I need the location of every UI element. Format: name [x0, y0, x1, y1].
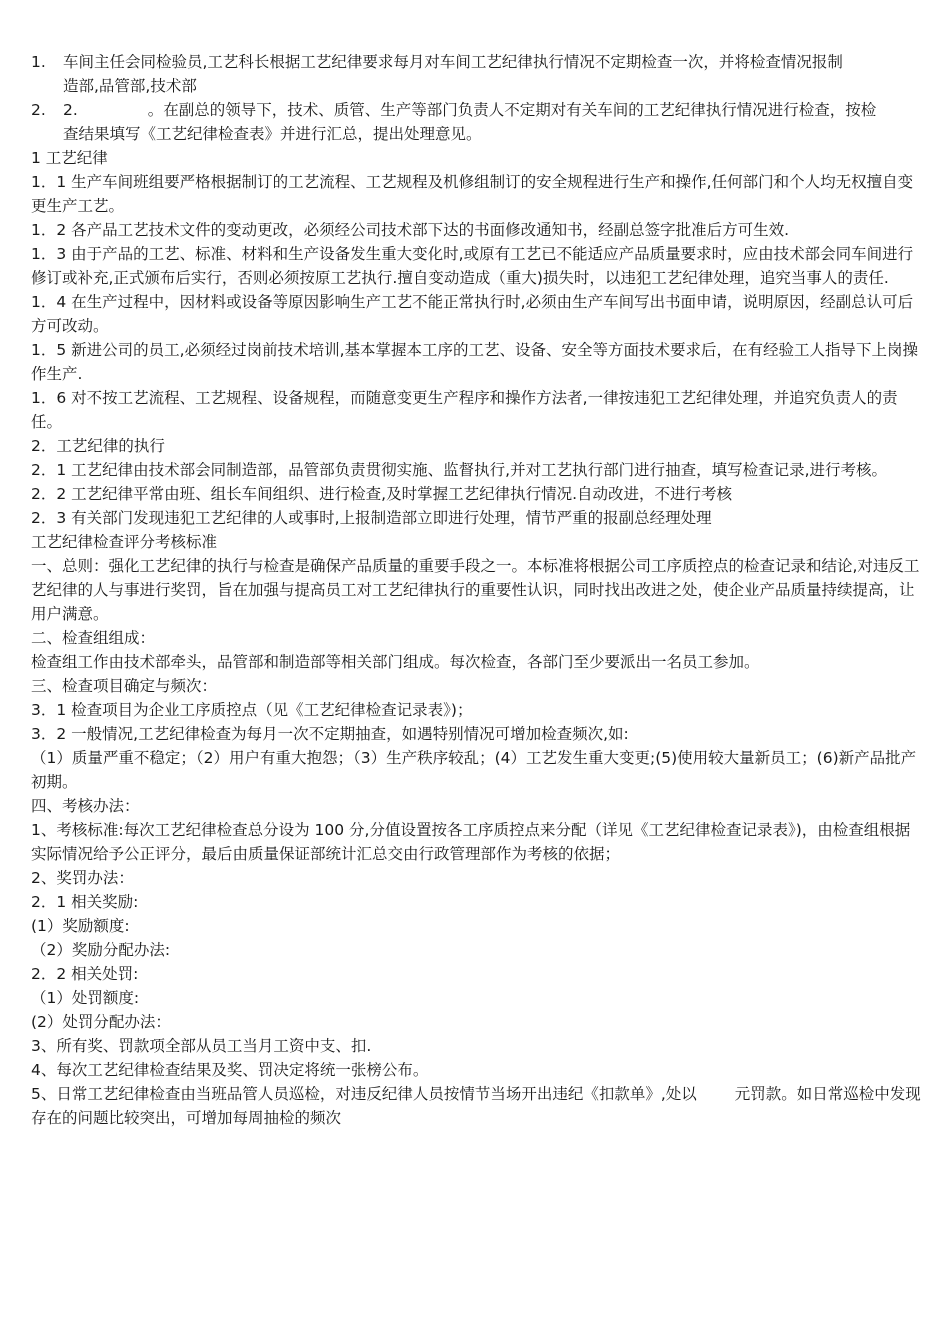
- paragraph: （1）处罚额度:: [31, 989, 140, 1007]
- paragraph: 2．2 相关处罚:: [31, 965, 139, 983]
- item-number: 2.: [31, 101, 46, 119]
- paragraph: 3．2 一般情况,工艺纪律检查为每月一次不定期抽查，如遇特别情况可增加检查频次,如:: [31, 725, 629, 743]
- paragraph: 1．4 在生产过程中，因材料或设备等原因影响生产工艺不能正常执行时,必须由生产车间写出书面申请，说明原因，经副总认可后方可改动。: [31, 293, 914, 335]
- paragraph: (1）奖励额度:: [31, 917, 130, 935]
- paragraph: 1．1 生产车间班组要严格根据制订的工艺流程、工艺规程及机修组制订的安全规程进行生产和操作,任何部门和个人均无权擅自变更生产工艺。: [31, 173, 914, 215]
- paragraph: 1 工艺纪律: [31, 149, 108, 167]
- paragraph: 2．1 工艺纪律由技术部会同制造部，品管部负责贯彻实施、监督执行,并对工艺执行部门进行抽查，填写检查记录,进行考核。: [31, 461, 888, 479]
- paragraph: 2、奖罚办法：: [31, 869, 134, 887]
- paragraph: 1．5 新进公司的员工,必须经过岗前技术培训,基本掌握本工序的工艺、设备、安全等方面技术要求后，在有经验工人指导下上岗操作生产.: [31, 341, 919, 383]
- item-text: 车间主任会同检验员,工艺科长根据工艺纪律要求每月对车间工艺纪律执行情况不定期检查一次，并将检查情况报制: [63, 53, 843, 71]
- paragraph: 1．2 各产品工艺技术文件的变动更改，必须经公司技术部下达的书面修改通知书，经副总签字批准后方可生效.: [31, 221, 790, 239]
- paragraph: （1）质量严重不稳定；（2）用户有重大抱怨；（3）生产秩序较乱；(4）工艺发生重大变更;(5)使用较大量新员工；(6)新产品批产初期。: [31, 749, 917, 791]
- item-text: 。在副总的领导下，技术、质管、生产等部门负责人不定期对有关车间的工艺纪律执行情况进行检查，按检: [147, 101, 877, 119]
- numbered-item: [31, 50, 923, 98]
- paragraph: (2）处罚分配办法：: [31, 1013, 171, 1031]
- paragraph-text-continued: 元罚款。如日常巡检中发现存在的问题比较突出，可增加每周抽检的频次: [31, 1085, 921, 1127]
- item-prefix: 2.: [63, 101, 78, 119]
- paragraph: 2．3 有关部门发现违犯工艺纪律的人或事时,上报制造部立即进行处理，情节严重的报副总经理处理: [31, 509, 712, 527]
- paragraph: 三、检查项目确定与频次：: [31, 677, 218, 695]
- item-text-continued: 造部,品管部,技术部: [63, 77, 197, 95]
- paragraph: 2．工艺纪律的执行: [31, 437, 165, 455]
- document-body: [31, 50, 923, 1130]
- paragraph: [31, 1082, 923, 1130]
- paragraph: （2）奖励分配办法:: [31, 941, 171, 959]
- paragraph: 3．1 检查项目为企业工序质控点（见《工艺纪律检查记录表》)；: [31, 701, 473, 719]
- item-text-continued: 查结果填写《工艺纪律检查表》并进行汇总，提出处理意见。: [63, 125, 482, 143]
- paragraph: 2．1 相关奖励:: [31, 893, 139, 911]
- paragraph: 3、所有奖、罚款项全部从员工当月工资中支、扣.: [31, 1037, 372, 1055]
- paragraph: 2．2 工艺纪律平常由班、组长车间组织、进行检查,及时掌握工艺纪律执行情况.自动改进，不进行考核: [31, 485, 733, 503]
- paragraph: 4、每次工艺纪律检查结果及奖、罚决定将统一张榜公布。: [31, 1061, 429, 1079]
- paragraph-list: [31, 146, 923, 1082]
- paragraph: 二、检查组组成：: [31, 629, 156, 647]
- paragraph: 1．6 对不按工艺流程、工艺规程、设备规程，而随意变更生产程序和操作方法者,一律按违犯工艺纪律处理，并追究负责人的责任。: [31, 389, 898, 431]
- paragraph: 工艺纪律检查评分考核标准: [31, 533, 218, 551]
- paragraph-text: 5、日常工艺纪律检查由当班品管人员巡检，对违反纪律人员按情节当场开出违纪《扣款单》,处以: [31, 1085, 697, 1103]
- paragraph: 1、考核标准:每次工艺纪律检查总分设为 100 分,分值设置按各工序质控点来分配（详见《工艺纪律检查记录表》)，由检查组根据实际情况给予公正评分，最后由质量保证部统计汇总交由行政管理部作为考核的依据；: [31, 821, 911, 863]
- paragraph: 一、总则：强化工艺纪律的执行与检查是确保产品质量的重要手段之一。本标准将根据公司工序质控点的检查记录和结论,对违反工艺纪律的人与事进行奖罚，旨在加强与提高员工对工艺纪律执行的重要性认识，同时找出改进之处，使企业产品质量持续提高，让用户满意。: [31, 557, 920, 623]
- paragraph: 1．3 由于产品的工艺、标准、材料和生产设备发生重大变化时,或原有工艺已不能适应产品质量要求时，应由技术部会同车间进行修订或补充,正式颁布后实行，否则必须按原工艺执行.擅自变动造成（重大)损失时，以违犯工艺纪律处理，追究当事人的责任.: [31, 245, 914, 287]
- item-number: 1.: [31, 53, 46, 71]
- numbered-item: [31, 98, 923, 146]
- paragraph: 检查组工作由技术部牵头，品管部和制造部等相关部门组成。每次检查，各部门至少要派出一名员工参加。: [31, 653, 760, 671]
- paragraph: 四、考核办法：: [31, 797, 140, 815]
